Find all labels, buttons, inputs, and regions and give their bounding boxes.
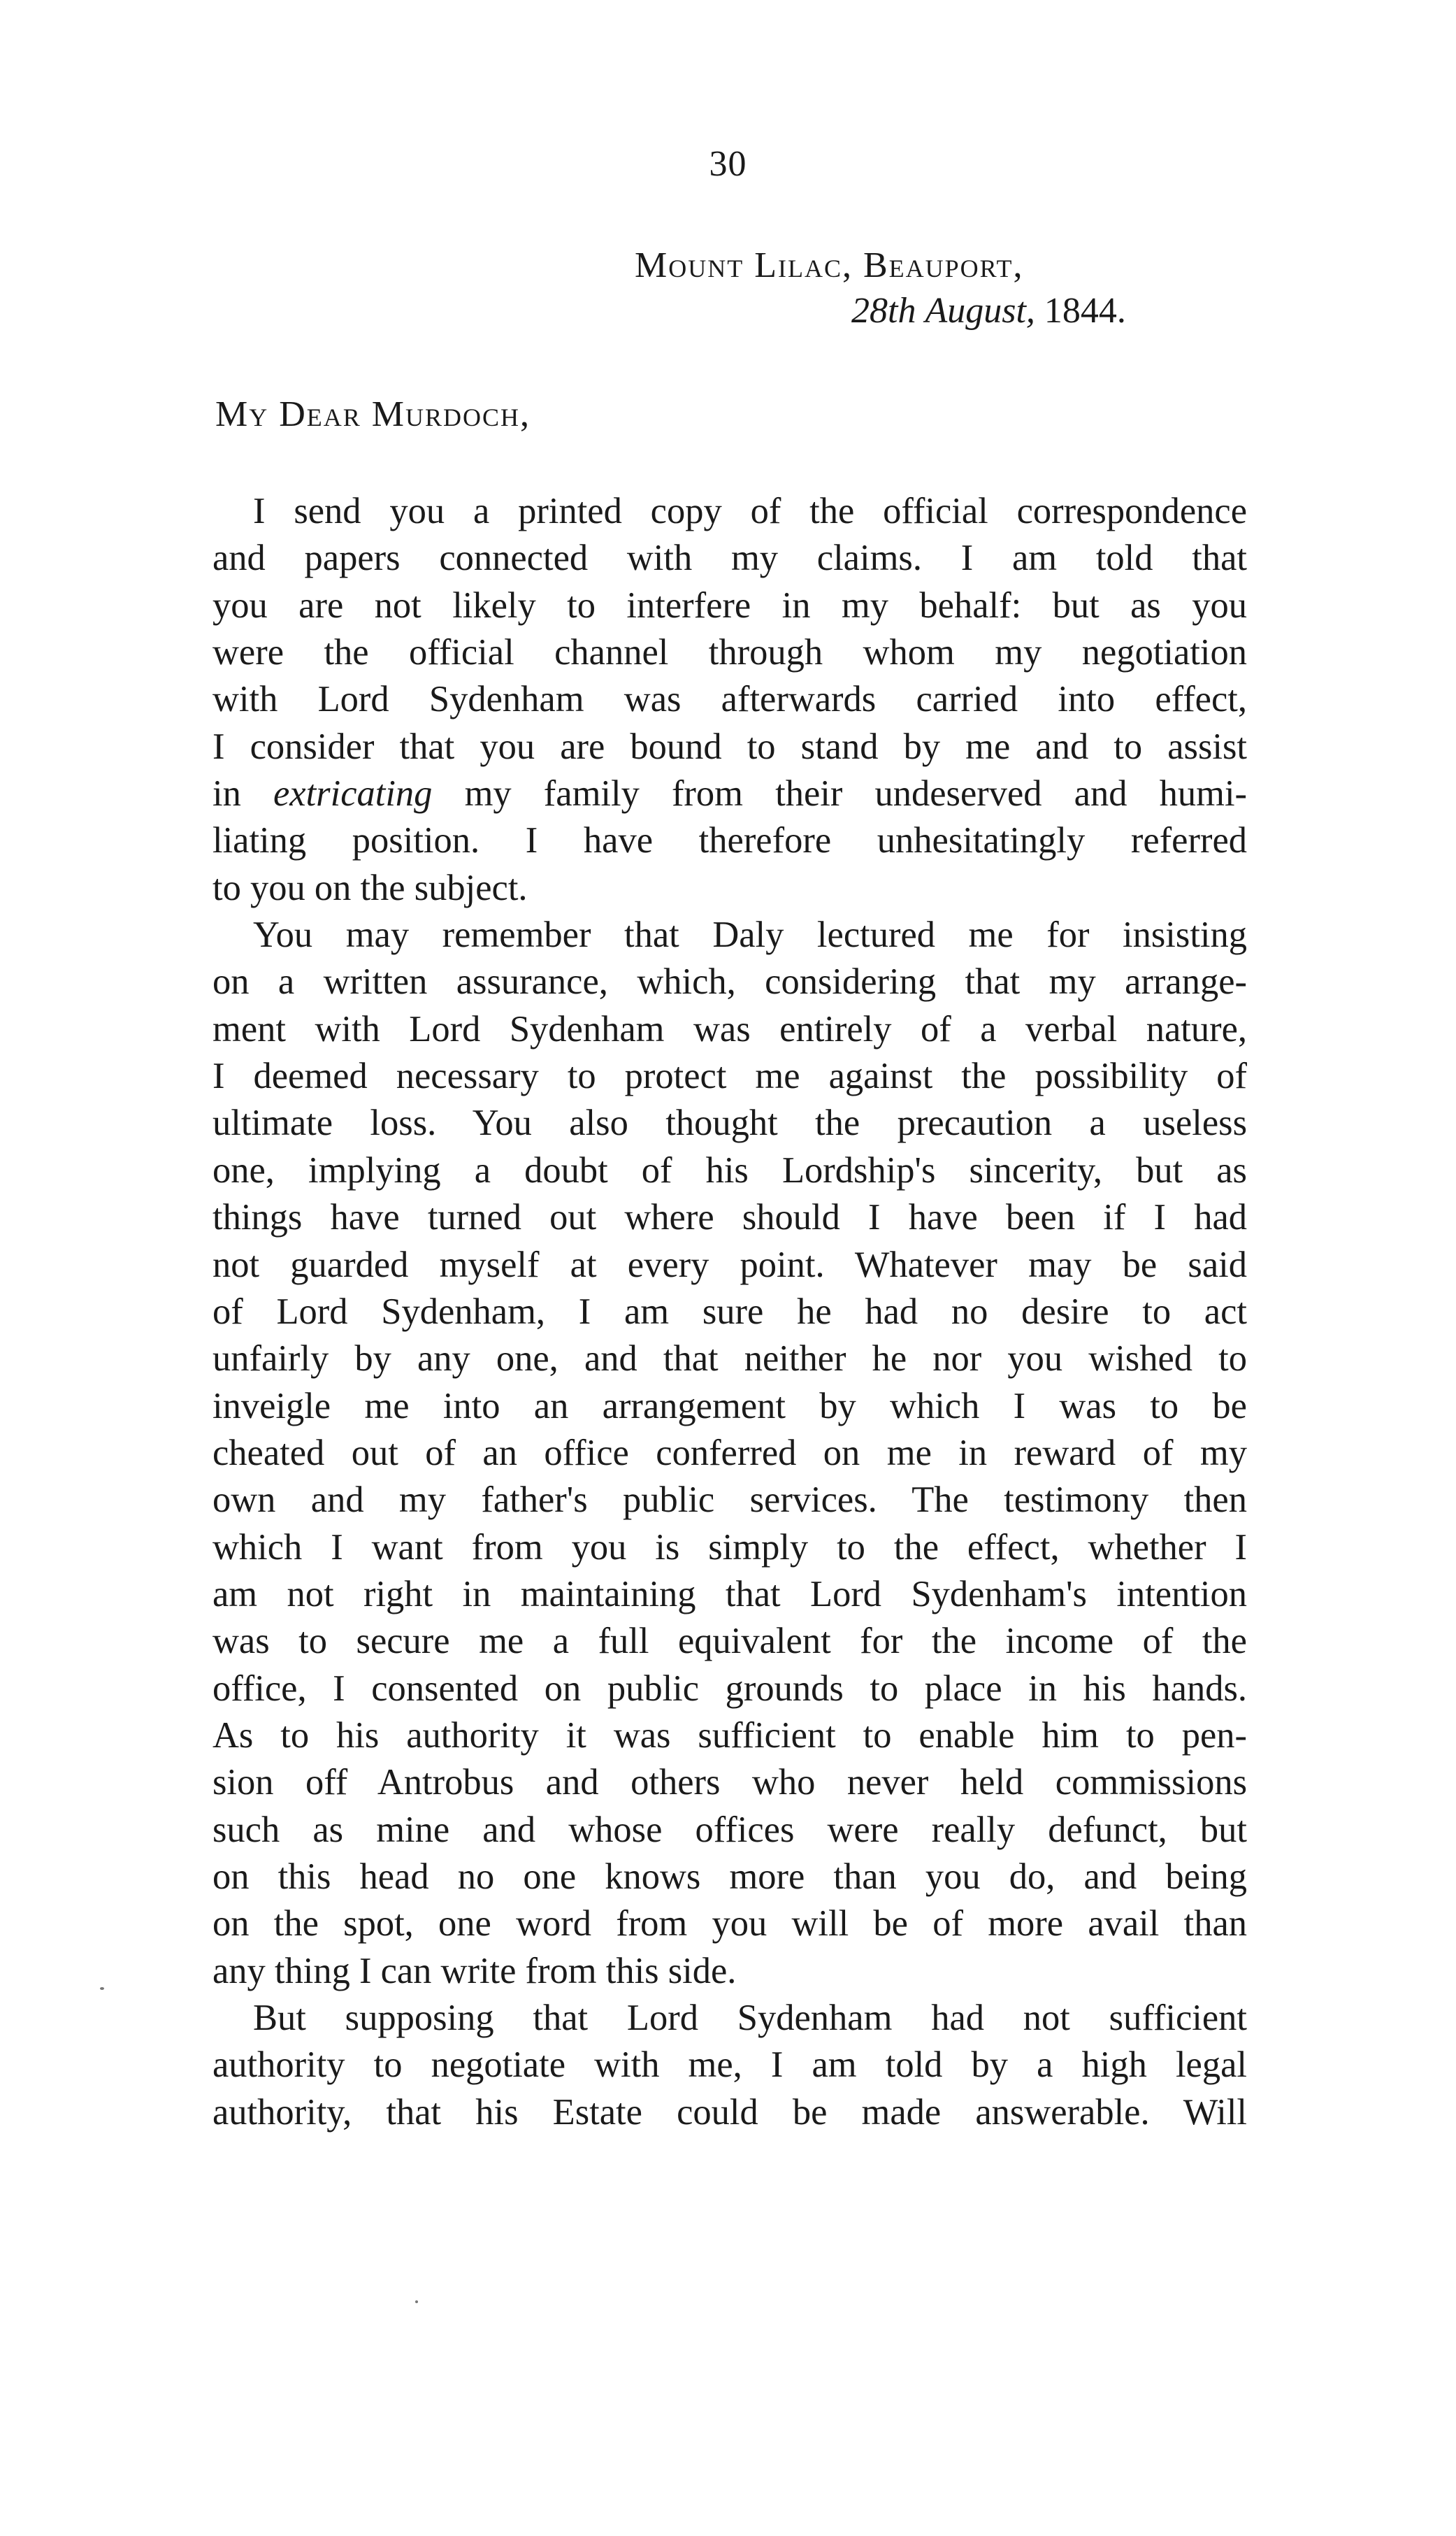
text-line: on the spot, one word from you will be of more avail than — [212, 1903, 1247, 1944]
page-number: 30 — [709, 144, 747, 184]
text-line: liating position. I have therefore unhesitatingly referred — [212, 820, 1247, 861]
text-line: sion off Antrobus and others who never held commissions — [212, 1762, 1247, 1803]
salutation: My Dear Murdoch, — [215, 394, 531, 434]
text-line: such as mine and whose offices were really defunct, but — [212, 1809, 1247, 1850]
text-line: office, I consented on public grounds to place in his hands. — [212, 1668, 1247, 1709]
text-line — [212, 771, 1247, 817]
text-line: and papers connected with my claims. I am told that — [212, 538, 1247, 579]
text-line: things have turned out where should I have been if I had — [212, 1197, 1247, 1238]
text-line: on this head no one knows more than you do, and being — [212, 1856, 1247, 1897]
text-line: which I want from you is simply to the effect, whether I — [212, 1526, 1247, 1568]
text-line: unfairly by any one, and that neither he nor you wished to — [212, 1338, 1247, 1380]
text-line: on a written assurance, which, considering that my arrange- — [212, 961, 1247, 1003]
letter-body — [212, 488, 1247, 2136]
text-line: ment with Lord Sydenham was entirely of a verbal nature, — [212, 1008, 1247, 1049]
text-line: you are not likely to interfere in my behalf: but as you — [212, 585, 1247, 626]
text-line: inveigle me into an arrangement by which I was to be — [212, 1385, 1247, 1426]
text-line: any thing I can write from this side. — [212, 1950, 737, 1991]
date-day: 28th — [851, 291, 916, 331]
text-line: of Lord Sydenham, I am sure he had no desire to act — [212, 1291, 1247, 1332]
text-line: to you on the subject. — [212, 867, 528, 908]
scan-speck — [415, 2300, 418, 2303]
text-line: As to his authority it was sufficient to enable him to pen- — [212, 1714, 1247, 1756]
italic-word: extricating — [273, 773, 433, 815]
text-line: am not right in maintaining that Lord Sydenham's intention — [212, 1573, 1247, 1614]
date-month: August, — [925, 291, 1035, 331]
letter-address: Mount Lilac, Beauport, — [635, 245, 1024, 285]
text-line: I send you a printed copy of the official correspondence — [253, 491, 1247, 531]
letter-date — [851, 290, 1126, 331]
text-line: I consider that you are bound to stand by me and to assist — [212, 726, 1247, 767]
scan-speck — [100, 1987, 104, 1990]
text-line: authority to negotiate with me, I am told by a high legal — [212, 2044, 1247, 2086]
text-line: not guarded myself at every point. Whatever may be said — [212, 1244, 1247, 1285]
text-line: with Lord Sydenham was afterwards carried into effect, — [212, 679, 1247, 720]
text-fragment: my family from their undeserved and humi- — [464, 773, 1248, 815]
text-fragment: in — [212, 773, 241, 815]
text-line: I deemed necessary to protect me against the possibility of — [212, 1056, 1247, 1097]
text-line: one, implying a doubt of his Lordship's sincerity, but as — [212, 1149, 1247, 1191]
text-line: But supposing that Lord Sydenham had not sufficient — [253, 1998, 1247, 2038]
text-line: ultimate loss. You also thought the precaution a useless — [212, 1103, 1247, 1144]
text-line: You may remember that Daly lectured me for insisting — [253, 915, 1247, 956]
text-line: own and my father's public services. The testimony then — [212, 1480, 1247, 1521]
text-line: were the official channel through whom my negotiation — [212, 632, 1247, 673]
text-line: cheated out of an office conferred on me in reward of my — [212, 1432, 1247, 1473]
text-line: authority, that his Estate could be made answerable. Will — [212, 2091, 1247, 2133]
text-line: was to secure me a full equivalent for the income of the — [212, 1621, 1247, 1662]
date-year: 1844. — [1044, 291, 1126, 331]
